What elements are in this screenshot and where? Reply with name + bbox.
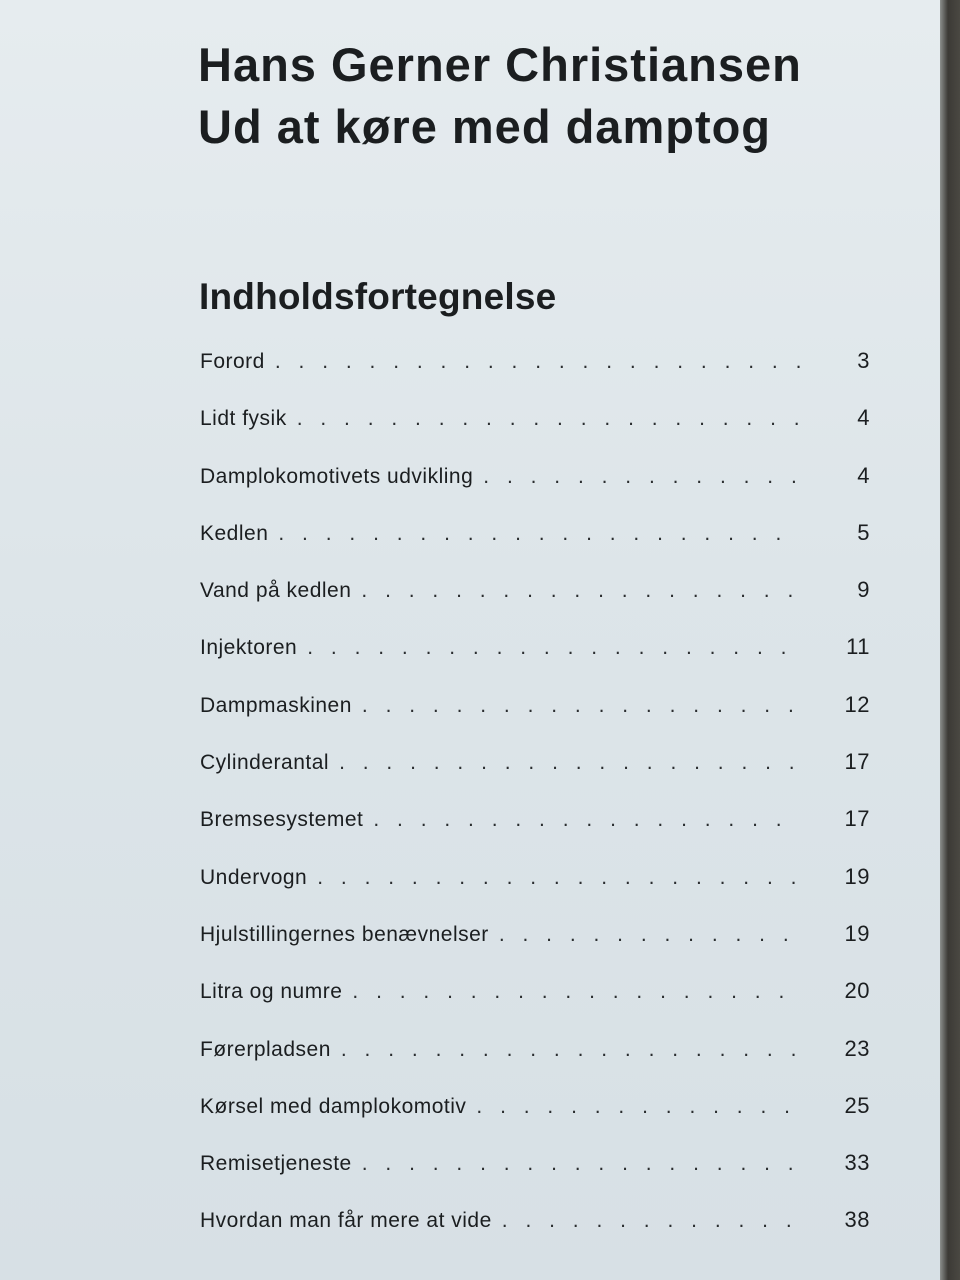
toc-entry — [200, 405, 870, 462]
toc-entry-label: Undervogn — [200, 865, 308, 889]
toc-entry — [200, 864, 870, 921]
toc-entry-label: Injektoren — [200, 636, 298, 660]
toc-entry — [200, 463, 870, 520]
toc-entry-page: 4 — [857, 405, 870, 431]
toc-entry-label: Remisetjeneste — [200, 1152, 352, 1176]
dot-leader — [339, 751, 800, 775]
dot-leader — [362, 1152, 800, 1176]
dot-leader — [317, 866, 800, 890]
toc-entry-page: 3 — [857, 348, 870, 373]
toc-entry-label: Vand på kedlen — [200, 579, 352, 603]
dot-leader — [361, 579, 800, 603]
toc-entry-label: Kedlen — [200, 521, 269, 545]
toc-entry-label: Cylinderantal — [200, 751, 330, 775]
toc-entry-page: 17 — [844, 806, 870, 832]
table-of-contents — [200, 348, 870, 1265]
dot-leader — [499, 923, 800, 947]
toc-entry — [200, 520, 870, 577]
toc-entry-page: 38 — [844, 1207, 870, 1233]
book-spine-edge — [940, 0, 960, 1280]
toc-entry-page: 25 — [844, 1092, 870, 1118]
toc-entry — [200, 1150, 870, 1207]
toc-entry-label: Lidt fysik — [200, 407, 287, 431]
toc-entry-page: 20 — [844, 978, 870, 1004]
dot-leader — [502, 1209, 800, 1233]
dot-leader — [275, 350, 800, 374]
dot-leader — [476, 1095, 800, 1119]
toc-entry — [200, 1036, 870, 1093]
author-name: Hans Gerner Christiansen — [198, 38, 802, 91]
toc-entry — [200, 978, 870, 1035]
dot-leader — [483, 465, 800, 489]
dot-leader — [341, 1038, 800, 1062]
dot-leader — [307, 636, 800, 660]
toc-entry-label: Førerpladsen — [200, 1037, 331, 1061]
dot-leader — [352, 980, 800, 1004]
toc-entry — [200, 749, 870, 806]
toc-entry — [200, 806, 870, 863]
toc-entry-page: 9 — [857, 577, 870, 603]
toc-entry — [200, 1207, 870, 1264]
toc-entry — [200, 1093, 870, 1150]
toc-entry-page: 33 — [844, 1150, 870, 1176]
toc-heading: Indholdsfortegnelse — [199, 276, 557, 317]
toc-entry — [200, 348, 870, 405]
toc-entry-page: 19 — [844, 920, 870, 946]
toc-entry-page: 11 — [846, 634, 870, 660]
dot-leader — [297, 407, 800, 431]
toc-entry — [200, 577, 870, 634]
toc-entry-label: Dampmaskinen — [200, 693, 352, 717]
toc-entry-label: Litra og numre — [200, 980, 343, 1004]
toc-entry-label: Kørsel med damplokomotiv — [200, 1094, 467, 1118]
toc-entry-label: Forord — [200, 350, 265, 373]
toc-entry-page: 5 — [857, 519, 870, 545]
toc-entry-label: Hvordan man får mere at vide — [200, 1209, 492, 1233]
toc-entry — [200, 921, 870, 978]
toc-entry-label: Bremsesystemet — [200, 808, 364, 832]
toc-entry-page: 4 — [857, 462, 870, 488]
dot-leader — [373, 808, 800, 832]
toc-entry-page: 23 — [844, 1035, 870, 1061]
toc-entry-page: 12 — [844, 691, 870, 717]
book-header — [198, 34, 918, 158]
book-title: Ud at køre med damptog — [198, 100, 772, 153]
dot-leader — [278, 522, 800, 546]
toc-entry — [200, 692, 870, 749]
dot-leader — [362, 694, 800, 718]
toc-entry-page: 17 — [844, 749, 870, 775]
toc-entry — [200, 634, 870, 691]
toc-entry-label: Hjulstillingernes benævnelser — [200, 922, 489, 946]
toc-entry-label: Damplokomotivets udvikling — [200, 464, 474, 488]
toc-entry-page: 19 — [844, 863, 870, 889]
